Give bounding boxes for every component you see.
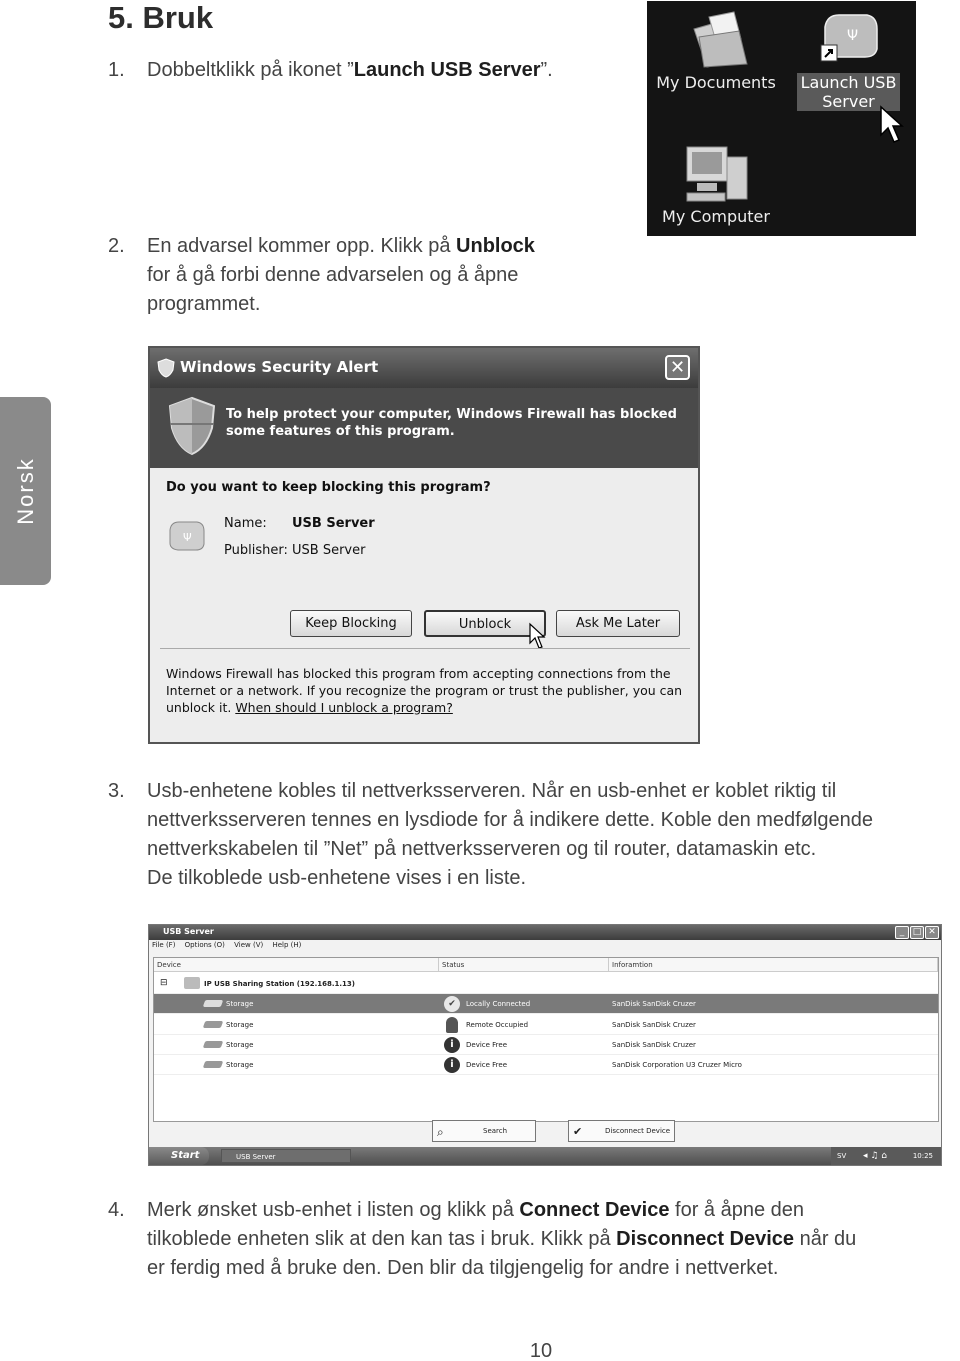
name-label: Name: bbox=[224, 516, 267, 531]
tray-icons: ◂ ♫ ⌂ bbox=[863, 1151, 888, 1161]
device-list bbox=[153, 957, 939, 1122]
search-button[interactable]: ⌕ Search bbox=[432, 1120, 536, 1142]
svg-text:Ψ: Ψ bbox=[847, 28, 859, 44]
station-icon bbox=[184, 977, 200, 989]
step-1-number: 1. bbox=[108, 59, 125, 81]
step-1-text: Dobbeltklikk på ikonet ”Launch USB Server”. bbox=[147, 59, 553, 81]
minimize-button[interactable]: _ bbox=[895, 926, 909, 939]
storage-icon bbox=[203, 1021, 224, 1028]
launch-usb-server-icon[interactable] bbox=[819, 7, 883, 67]
dialog-title: Windows Security Alert bbox=[180, 358, 379, 376]
connected-check-icon: ✔ bbox=[444, 996, 460, 1012]
section-heading bbox=[108, 0, 213, 36]
step-2-number: 2. bbox=[108, 235, 125, 257]
window-titlebar bbox=[149, 925, 941, 940]
check-icon: ✔ bbox=[573, 1125, 583, 1138]
dialog-divider bbox=[160, 648, 690, 649]
keep-blocking-button[interactable]: Keep Blocking bbox=[290, 610, 412, 637]
step-4-text: Merk ønsket usb-enhet i listen og klikk på Connect Device for å åpne den tilkoblede enheten slik at den kan tas i bruk. Klikk på Disconnect Device når du er ferdig med å bruke den. Den blir da tilgjengelig for andre i nettverket. bbox=[147, 1199, 857, 1279]
menu-view[interactable]: View (V) bbox=[234, 941, 264, 949]
storage-icon bbox=[203, 1041, 224, 1048]
device-row[interactable]: Storage ✔ Locally Connected SanDisk SanDisk Cruzer bbox=[154, 994, 938, 1014]
device-row[interactable]: Storage i Device Free SanDisk SanDisk Cruzer bbox=[154, 1035, 938, 1055]
column-information[interactable]: Inforamtion bbox=[609, 958, 938, 972]
usb-server-window bbox=[148, 924, 942, 1166]
station-row[interactable] bbox=[154, 974, 938, 994]
step-4-number: 4. bbox=[108, 1199, 125, 1221]
dialog-banner bbox=[150, 388, 698, 468]
info-icon: i bbox=[444, 1037, 460, 1053]
svg-text:Ψ: Ψ bbox=[183, 531, 192, 544]
user-icon bbox=[446, 1017, 458, 1033]
my-computer-label[interactable]: My Computer bbox=[662, 207, 770, 226]
language-indicator[interactable]: SV bbox=[837, 1152, 847, 1160]
dialog-footer-text: Windows Firewall has blocked this program from accepting connections from the Internet or a network. If you recognize the program or trust the publisher, you can unblock it. When should I unblock a program? bbox=[166, 666, 683, 715]
station-label: IP USB Sharing Station (192.168.1.13) bbox=[204, 980, 355, 988]
clock: 10:25 bbox=[912, 1152, 933, 1160]
storage-icon bbox=[203, 1061, 224, 1068]
system-tray bbox=[831, 1147, 941, 1165]
dialog-titlebar bbox=[150, 348, 698, 388]
shield-icon bbox=[166, 396, 218, 456]
banner-message: To help protect your computer, Windows Firewall has blocked some features of this program. bbox=[226, 407, 677, 439]
close-button[interactable]: ✕ bbox=[925, 926, 939, 939]
start-button[interactable]: Start bbox=[149, 1147, 209, 1165]
menu-help[interactable]: Help (H) bbox=[272, 941, 302, 949]
my-documents-label[interactable]: My Documents bbox=[656, 73, 776, 92]
language-label: Norsk bbox=[12, 457, 38, 525]
my-computer-icon[interactable] bbox=[683, 143, 753, 205]
shield-small-icon bbox=[156, 358, 176, 378]
mouse-cursor-icon bbox=[879, 105, 905, 145]
unblock-button[interactable]: Unblock bbox=[424, 610, 546, 637]
menu-bar bbox=[152, 941, 308, 949]
step-3-text: Usb-enhetene kobles til nettverksserveren. Når en usb-enhet er koblet riktig til nettverksserveren tennes en lysdiode for å indikere dette. Koble den medfølgende nettverkskabelen til ”Net” på nettverksserveren og til router, datamaskin etc. De tilkoblede usb-enhetene vises i en liste. bbox=[147, 780, 873, 889]
step-3-number: 3. bbox=[108, 780, 125, 802]
disconnect-device-button[interactable]: ✔ Disconnect Device bbox=[568, 1120, 675, 1142]
info-icon: i bbox=[444, 1057, 460, 1073]
security-alert-dialog bbox=[148, 346, 700, 744]
menu-options[interactable]: Options (O) bbox=[184, 941, 225, 949]
taskbar-item-usb-server[interactable]: USB Server bbox=[221, 1149, 351, 1163]
storage-icon bbox=[203, 1000, 224, 1007]
close-button[interactable]: ✕ bbox=[665, 355, 690, 380]
search-icon: ⌕ bbox=[437, 1125, 444, 1139]
step-2-text: En advarsel kommer opp. Klikk på Unblock for å gå forbi denne advarselen og å åpne programmet. bbox=[147, 235, 535, 315]
publisher-label: Publisher: bbox=[224, 543, 288, 558]
ask-me-later-button[interactable]: Ask Me Later bbox=[556, 610, 680, 637]
name-value: USB Server bbox=[292, 516, 375, 531]
device-row[interactable]: Storage Remote Occupied SanDisk SanDisk Cruzer bbox=[154, 1015, 938, 1035]
help-link[interactable]: When should I unblock a program? bbox=[235, 700, 453, 715]
collapse-icon[interactable]: ⊟ bbox=[160, 978, 168, 988]
section-number: 5. bbox=[108, 0, 134, 35]
usb-server-app-icon bbox=[166, 518, 208, 554]
section-title: Bruk bbox=[142, 0, 214, 35]
desktop-screenshot bbox=[647, 1, 916, 236]
dialog-question: Do you want to keep blocking this program? bbox=[166, 480, 491, 495]
maximize-button[interactable]: □ bbox=[910, 926, 924, 939]
language-side-tab bbox=[0, 397, 51, 585]
window-title: USB Server bbox=[163, 927, 214, 936]
menu-file[interactable]: File (F) bbox=[152, 941, 176, 949]
column-device[interactable]: Device bbox=[154, 958, 439, 972]
device-row[interactable]: Storage i Device Free SanDisk Corporation U3 Cruzer Micro bbox=[154, 1055, 938, 1075]
column-status[interactable]: Status bbox=[439, 958, 609, 972]
publisher-value: USB Server bbox=[292, 543, 366, 558]
mouse-cursor-icon bbox=[528, 622, 546, 650]
taskbar bbox=[149, 1147, 941, 1165]
my-documents-icon[interactable] bbox=[689, 9, 759, 69]
launch-usb-server-label[interactable]: Launch USB Server bbox=[797, 73, 900, 111]
page-number: 10 bbox=[529, 1340, 553, 1361]
